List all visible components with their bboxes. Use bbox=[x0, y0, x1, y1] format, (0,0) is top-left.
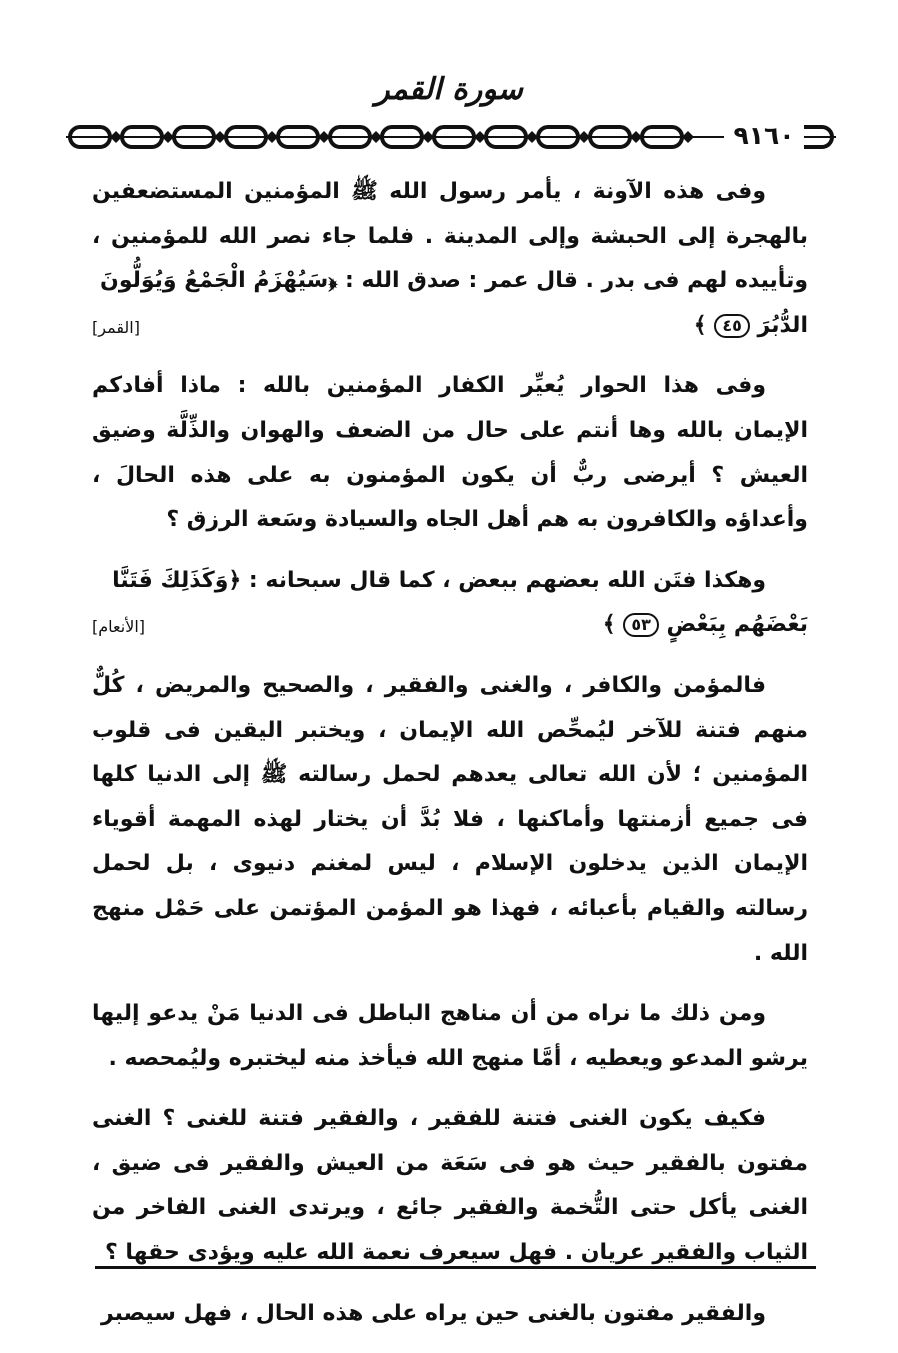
surah-title: سورة القمر bbox=[375, 72, 523, 107]
page-number: ٩١٦٠ bbox=[724, 121, 804, 151]
paragraph-5 bbox=[92, 992, 808, 1081]
paragraph-6 bbox=[92, 1097, 808, 1275]
paragraph-1 bbox=[92, 170, 808, 304]
surah-reference: [الأنعام] bbox=[92, 617, 146, 637]
ornamental-border bbox=[66, 118, 836, 156]
paragraph-3 bbox=[92, 559, 808, 604]
paragraph-1-text: وفى هذه الآونة ، يأمر رسول الله ﷺ المؤمنين المستضعفين بالهجرة إلى الحبشة وإلى المدينة . فلما جاء نصر الله للمؤمنين ، وتأييده لهم فى بدر . قال عمر : صدق الله : ﴿سَيُهْزَمُ الْجَمْعُ وَيُوَلُّونَ bbox=[92, 179, 808, 294]
paragraph-6-text: فكيف يكون الغنى فتنة للفقير ، والفقير فتنة للغنى ؟ الغنى مفتون بالفقير حيث هو فى سَعَة من العيش والفقير فى ضيق ، الغنى يأكل حتى التُّخمة والفقير جائع ، ويرتدى الغنى الفاخر من الثياب والفقير عريان . فهل سيعرف نعمة الله عليه ويؤدى حقها ؟ bbox=[92, 1106, 808, 1266]
verse-number-badge: ٤٥ bbox=[714, 314, 750, 338]
paragraph-2 bbox=[92, 364, 808, 542]
verse-tail-2-text: بَعْضَهُم بِبَعْضٍ bbox=[666, 612, 808, 638]
paragraph-5-text: ومن ذلك ما نراه من أن مناهج الباطل فى الدنيا مَنْ يدعو إليها يرشو المدعو ويعطيه ، أمَّا منهج الله فيأخذ منه ليختبره وليُمحصه . bbox=[92, 1001, 808, 1071]
paragraph-4 bbox=[92, 664, 808, 976]
verse-number-badge: ٥٣ bbox=[623, 613, 659, 637]
verse-line-2 bbox=[92, 603, 808, 648]
paragraph-7 bbox=[92, 1292, 808, 1337]
verse-tail-1 bbox=[694, 304, 808, 349]
verse-tail-2 bbox=[603, 603, 808, 648]
verse-tail-1-text: الدُّبُرَ bbox=[757, 312, 808, 338]
paragraph-7-text: والفقير مفتون بالغنى حين يراه على هذه الحال ، فهل سيصبر bbox=[100, 1300, 766, 1326]
verse-line-1 bbox=[92, 304, 808, 349]
paragraph-4-text: فالمؤمن والكافر ، والغنى والفقير ، والصحيح والمريض ، كُلٌّ منهم فتنة للآخر ليُمحِّص الله الإيمان ، ويختبر اليقين فى قلوب المؤمنين ؛ لأن الله تعالى يعدهم لحمل رسالته ﷺ إلى الدنيا كلها فى جميع أزمنتها وأماكنها ، فلا بُدَّ أن يختار لهذه المهمة أقوياء الإيمان الذين يدخلون الإسلام ، ليس لمغنم دنيوى ، بل لحمل رسالته والقيام بأعبائه ، فهذا هو المؤمن المؤتمن على حَمْل منهج الله . bbox=[92, 672, 808, 966]
verse-close-bracket: ﴾ bbox=[602, 612, 616, 638]
footer-rule bbox=[95, 1266, 816, 1269]
paragraph-2-text: وفى هذا الحوار يُعيِّر الكفار المؤمنين بالله : ماذا أفادكم الإيمان بالله وها أنتم على حال من الضعف والهوان والذِّلَّة وضيق العيش ؟ أيرضى ربٌّ أن يكون المؤمنون به على هذه الحالَ ، وأعداؤه والكافرون به هم أهل الجاه والسيادة وسَعة الرزق ؟ bbox=[92, 373, 808, 533]
surah-reference: [القمر] bbox=[92, 317, 140, 337]
verse-close-bracket: ﴾ bbox=[693, 312, 707, 338]
body-text bbox=[92, 170, 808, 1336]
paragraph-3-text: وهكذا فتَن الله بعضهم ببعض ، كما قال سبحانه : ﴿وَكَذَلِكَ فَتَنَّا bbox=[112, 567, 766, 593]
